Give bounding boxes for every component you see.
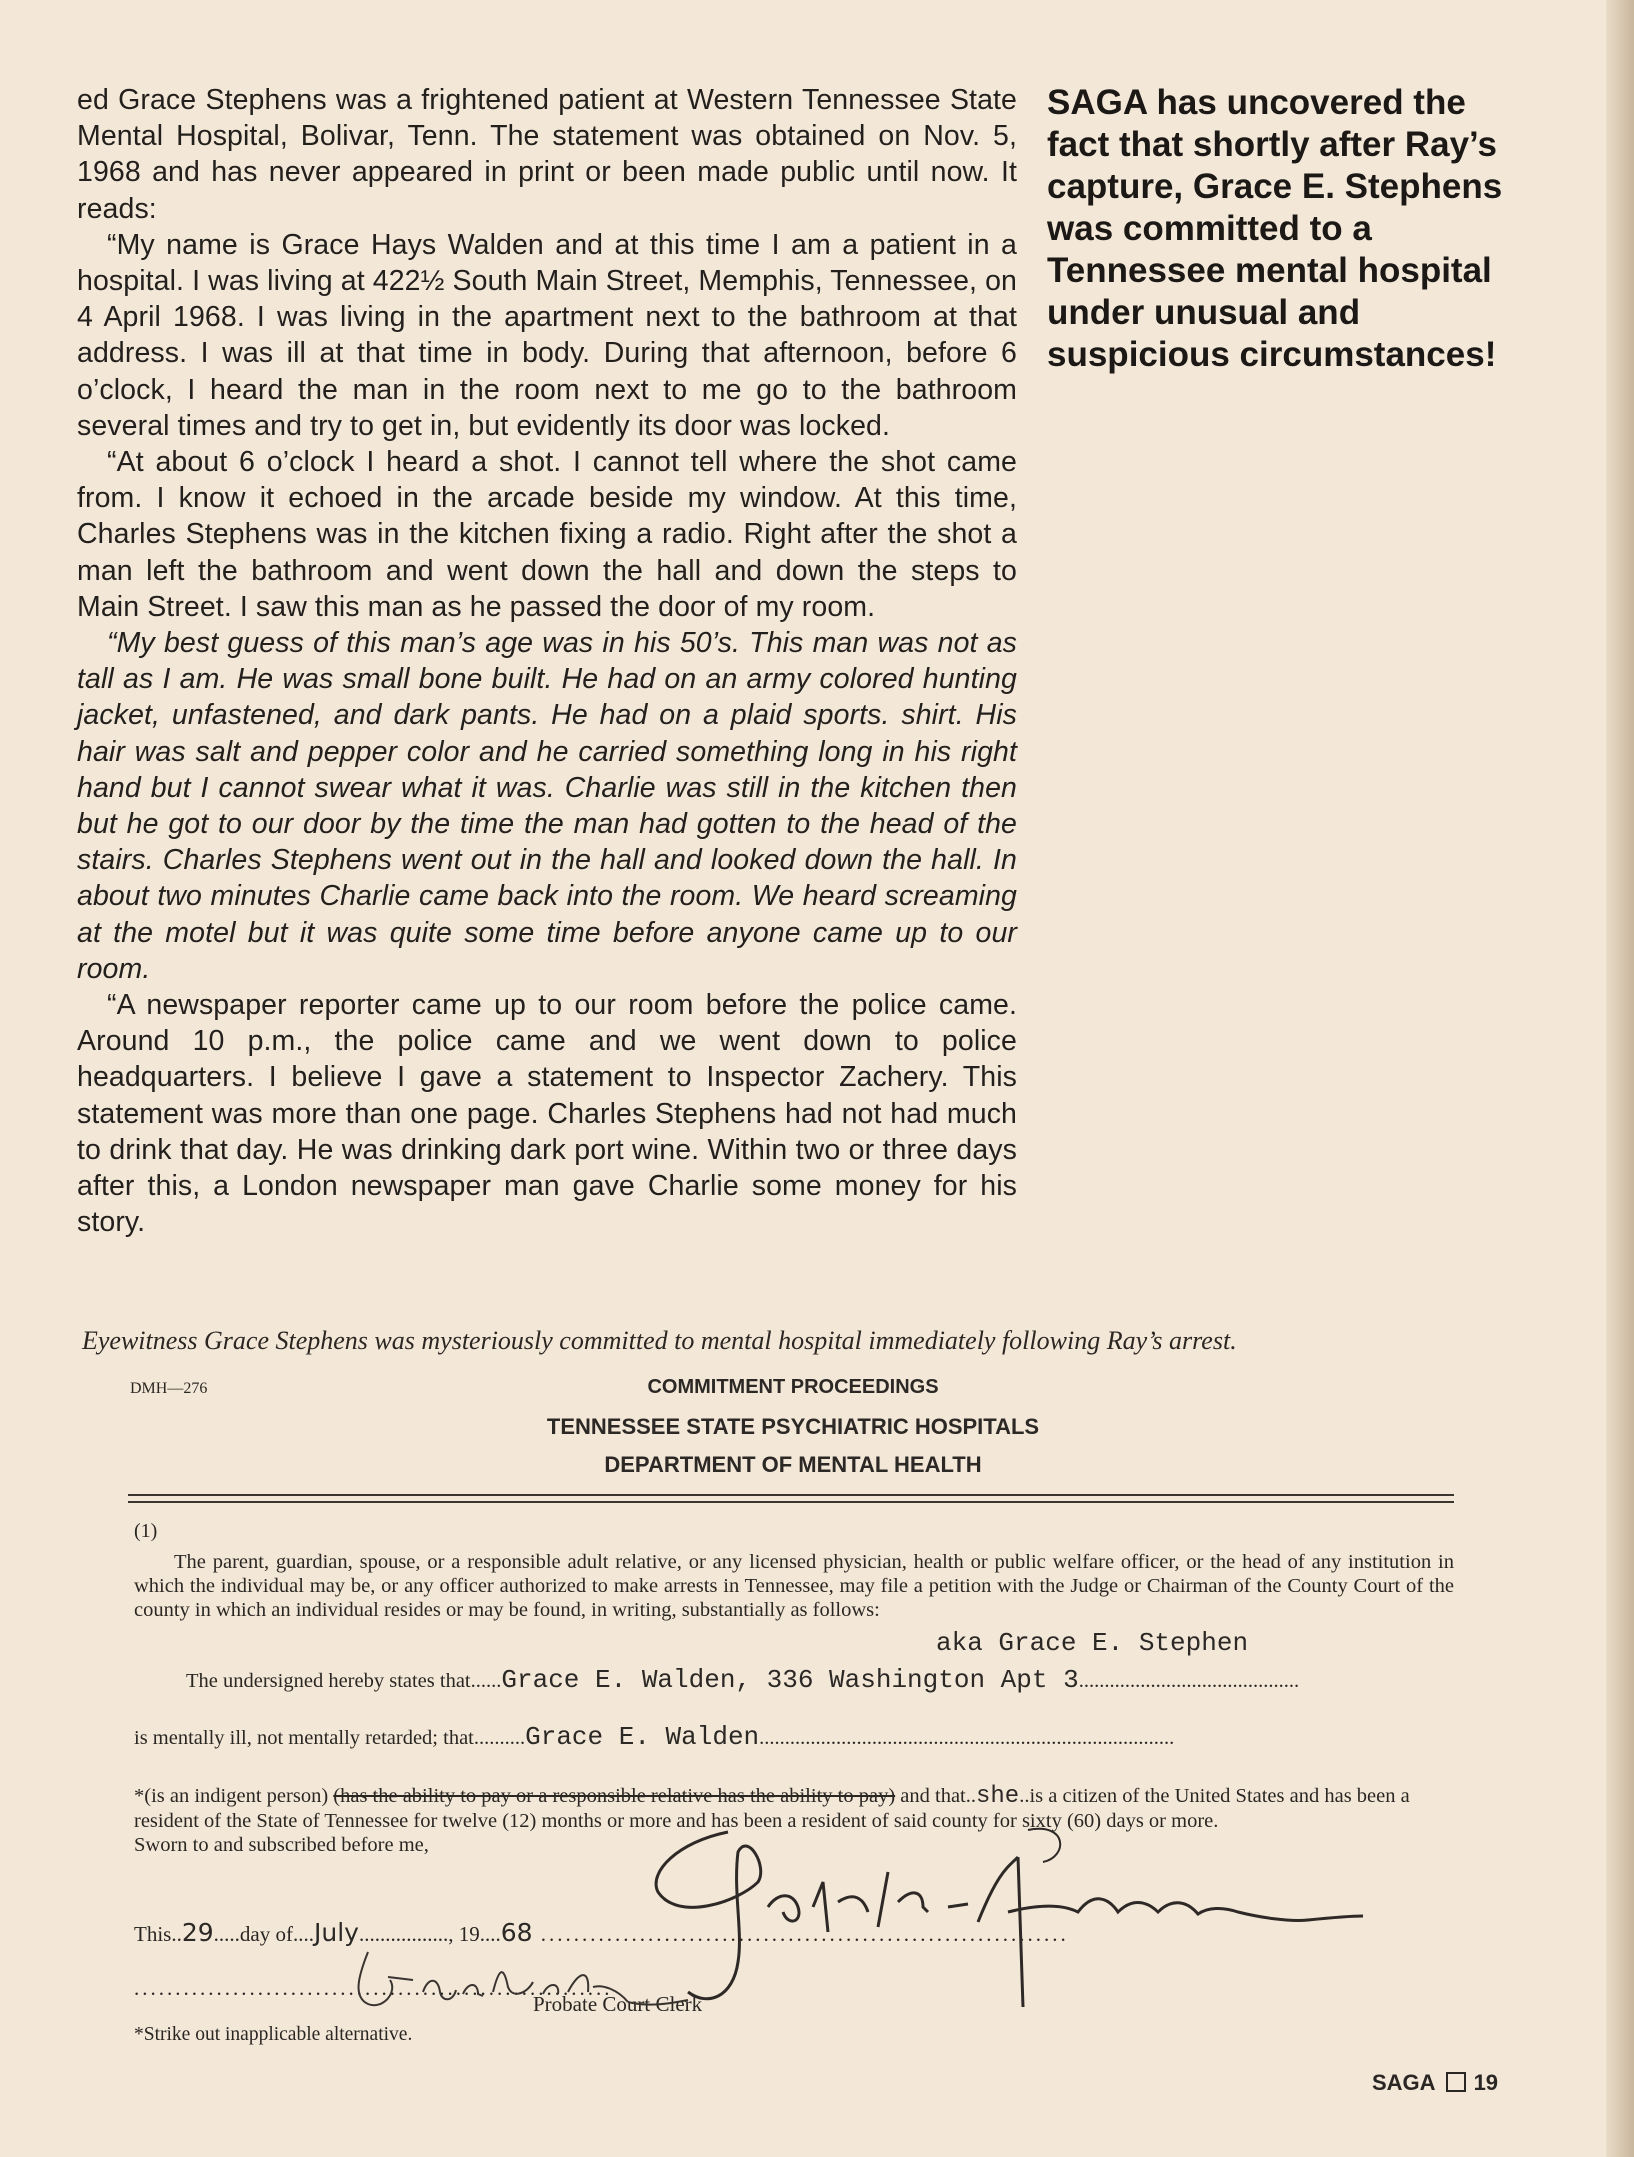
page-footer <box>1372 2070 1498 2096</box>
indigent-prefix: *(is an indigent person) <box>134 1785 334 1807</box>
form-intro <box>134 1550 1454 1622</box>
ill-label: is mentally ill, not mentally retarded; that <box>134 1727 474 1749</box>
article-paragraph: “My best guess of this man’s age was in his 50’s. This man was not as tall as I am. He was small bone built. He had on an army colored hunting jacket, unfastened, and dark pants. He had on a plaid sports. shirt. His hair was salt and pepper color and he carried something long in his right hand but I cannot swear what it was. Charlie was still in the kitchen then but he got to our door by the time the man had gotten to the head of the stairs. Charles Stephens went out in the hall and looked down the hall. In about two minutes Charlie came back into the room. We heard screaming at the motel but it was quite some time before anyone came up to our room. <box>77 627 1017 985</box>
article-paragraph: “At about 6 o’clock I heard a shot. I cannot tell where the shot came from. I know it echoed in the arcade beside my window. At this time, Charles Stephens was in the kitchen fixing a radio. Right after the shot a man left the bathroom and went down the hall and down the steps to Main Street. I saw this man as he passed the door of my room. <box>77 446 1017 623</box>
states-value: Grace E. Walden, 336 Washington Apt 3 <box>501 1665 1079 1695</box>
date-line: This..29.....day of....July................., 19....68 ................................................................ <box>134 1918 1069 1947</box>
sworn-text: Sworn to and subscribed before me, <box>134 1834 429 1856</box>
aka-typed: aka Grace E. Stephen <box>936 1628 1249 1658</box>
clerk-label: Probate Court Clerk <box>533 1992 703 2016</box>
pull-quote-lead: SAGA has uncovered the fact <box>1047 83 1466 164</box>
page-number: 19 <box>1473 2070 1499 2095</box>
commitment-form <box>128 1372 1458 2072</box>
divider <box>128 1501 1454 1503</box>
indigent-mid: and that.. <box>895 1785 976 1807</box>
states-line: The undersigned hereby states that......Grace E. Walden, 336 Washington Apt 3........................................... <box>186 1665 1300 1695</box>
pull-quote-text: that shortly after Ray’s capture, Grace E. Stephens was committed to a Tennessee mental hospital under unusual and suspicious circumstances! <box>1047 125 1503 374</box>
magazine-name: SAGA <box>1372 2070 1436 2095</box>
box-glyph <box>1446 2072 1466 2092</box>
article-body <box>77 82 1017 1241</box>
section-number: (1) <box>134 1520 158 1542</box>
form-heading: COMMITMENT PROCEEDINGS <box>647 1376 939 1398</box>
article-paragraph: “A newspaper reporter came up to our room before the police came. Around 10 p.m., the police came and we went down to police headquarters. I believe I gave a statement to Inspector Zachery. This statement was more than one page. Charles Stephens had not had much to drink that day. He was drinking dark port wine. Within two or three days after this, a London newspaper man gave Charlie some money for his story. <box>77 989 1017 1239</box>
ill-line: is mentally ill, not mentally retarded; that..........Grace E. Walden................................................................................. <box>134 1722 1175 1752</box>
figure-caption: Eyewitness Grace Stephens was mysteriously committed to mental hospital immediately following Ray’s arrest. <box>82 1326 1237 1355</box>
clerk-signature-line: .......................................................... <box>134 1976 613 2000</box>
indigent-rest: ..is a citizen of the United States and has been a resident of the State of Tennessee for twelve (12) months or more and has been a resident of said county for sixty (60) days or more. <box>134 1785 1410 1832</box>
year-handwritten: 68 <box>500 1918 533 1947</box>
petitioner-signature <box>648 1812 1368 2022</box>
day-handwritten: 29 <box>181 1918 214 1947</box>
page-edge <box>1606 0 1634 2157</box>
article-paragraph: “My name is Grace Hays Walden and at this time I am a patient in a hospital. I was living at 422½ South Main Street, Memphis, Tennessee, on 4 April 1968. I was living in the apartment next to the bathroom at that address. I was ill at that time in body. During that afternoon, before 6 o’clock, I heard the man in the room next to me go to the bathroom several times and try to get in, but evidently its door was locked. <box>77 228 1017 442</box>
indigent-struck: (has the ability to pay or a responsible relative has the ability to pay) <box>333 1785 896 1807</box>
ill-value: Grace E. Walden <box>525 1722 760 1752</box>
month-handwritten: July <box>313 1918 359 1947</box>
form-intro-text: The parent, guardian, spouse, or a responsible adult relative, or any licensed physician, health or public welfare officer, or the head of any institution in which the individual may be, or any officer authorized to make arrests in Tennessee, may file a petition with the Judge or Chairman of the County Court of the county in which an individual resides or may be found, in writing, substantially as follows: <box>134 1551 1454 1621</box>
footnote: *Strike out inapplicable alternative. <box>134 2024 413 2045</box>
states-label: The undersigned hereby states that <box>186 1670 471 1692</box>
article-paragraph: ed Grace Stephens was a frightened patient at Western Tennessee State Mental Hospital, Bolivar, Tenn. The statement was obtained on Nov. 5, 1968 and has never appeared in print or been made public until now. It reads: <box>77 84 1017 225</box>
pronoun-typed: she <box>976 1783 1020 1810</box>
form-heading: DEPARTMENT OF MENTAL HEALTH <box>604 1452 982 1477</box>
divider <box>128 1494 1454 1496</box>
form-code: DMH—276 <box>130 1380 208 1397</box>
pull-quote <box>1047 82 1517 376</box>
form-heading: TENNESSEE STATE PSYCHIATRIC HOSPITALS <box>546 1414 1040 1439</box>
